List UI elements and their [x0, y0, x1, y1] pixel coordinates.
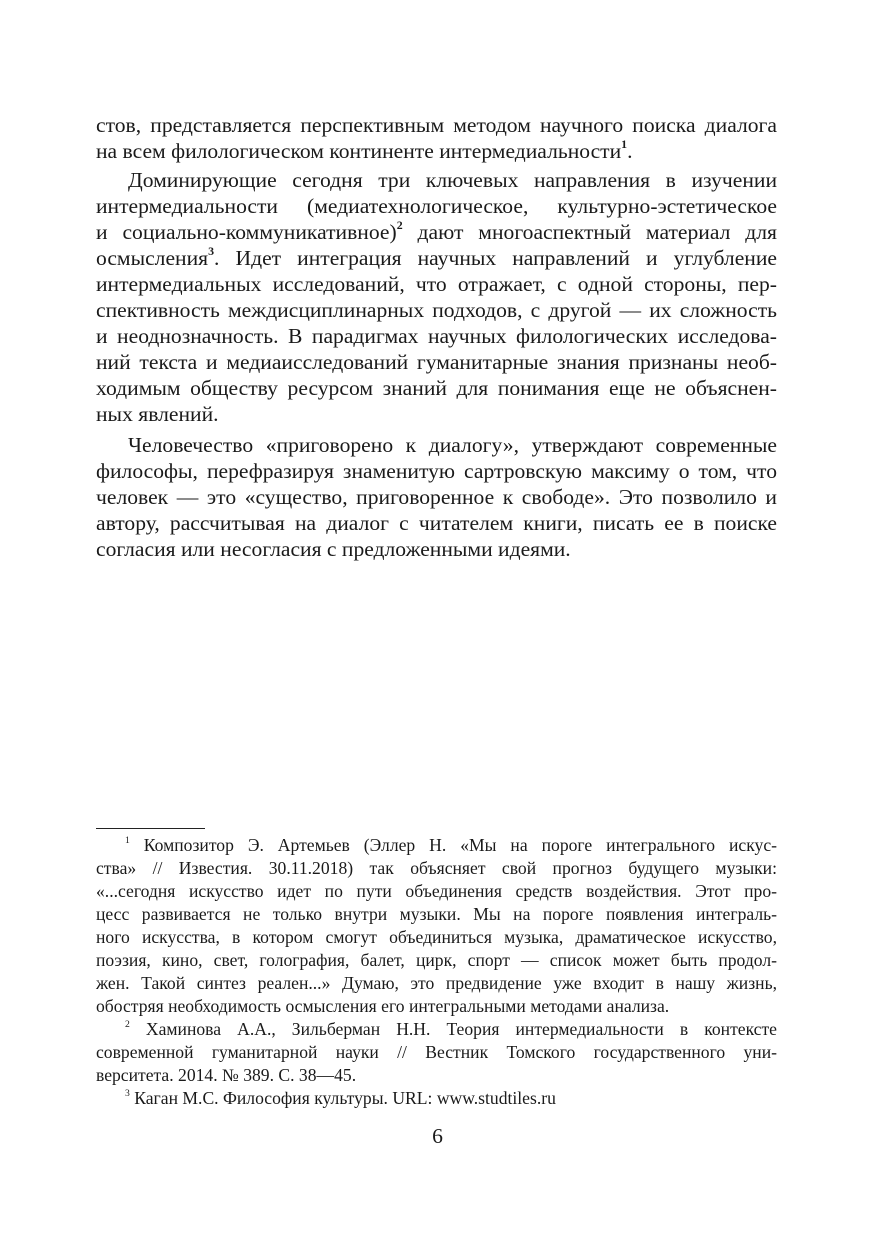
text-line: спективность междисциплинарных подходов, с другой — их сложность [96, 298, 777, 322]
text-span: Хаминова А.А., Зильберман Н.Н. Теория интермедиальности в контексте [145, 1019, 777, 1039]
footnote-line [125, 834, 777, 856]
text-line [96, 245, 777, 271]
footnote-line: «...сегодня искусство идет по пути объединения средств воздействия. Этот про- [96, 881, 777, 901]
text-line: Доминирующие сегодня три ключевых направления в изучении [128, 168, 777, 192]
text-span: осмысления [96, 246, 209, 270]
text-span: и социально-коммуникативное) [96, 220, 397, 244]
footnote-line: цесс развивается не только внутри музыки. Мы на пороге появления интеграль- [96, 904, 777, 924]
footnote-line [125, 1018, 777, 1040]
footnote-line: ства» // Известия. 30.11.2018) так объясняет свой прогноз будущего музыки: [96, 858, 777, 878]
footnote-separator [96, 828, 205, 829]
text-line: автору, рассчитывая на диалог с читателем книги, писать ее в поиске [96, 511, 777, 535]
text-line [96, 138, 777, 164]
text-line: Человечество «приговорено к диалогу», утверждают современные [128, 433, 777, 457]
text-line: интермедиальности (медиатехнологическое, культурно-эстетическое [96, 194, 777, 218]
text-span: . [627, 139, 633, 163]
page-number: 6 [432, 1124, 443, 1148]
text-line: согласия или несогласия с предложенными идеями. [96, 537, 571, 561]
footnote-number: 3 [125, 1087, 130, 1099]
text-span: на всем филологическом континенте интермедиальности [96, 139, 622, 163]
footnote-number: 2 [125, 1018, 130, 1030]
text-span: Композитор Э. Артемьев (Эллер Н. «Мы на пороге интегрального искус- [143, 835, 777, 855]
text-line: ний текста и медиаисследований гуманитарные знания признаны необ- [96, 350, 777, 374]
footnote-line: современной гуманитарной науки // Вестник Томского государственного уни- [96, 1042, 777, 1062]
footnote-ref-1[interactable]: 1 [621, 136, 628, 151]
text-span: . Идет интеграция научных направлений и углубление [214, 246, 777, 270]
footnote-line: ного искусства, в котором смогут объединиться музыка, драматическое искусство, [96, 927, 777, 947]
text-line: философы, перефразируя знаменитую сартровскую максиму о том, что [96, 459, 777, 483]
text-line: и неоднозначность. В парадигмах научных филологических исследова- [96, 324, 777, 348]
footnote-line: жен. Такой синтез реален...» Думаю, это предвидение уже входит в нашу жизнь, [96, 973, 777, 993]
footnote-line: верситета. 2014. № 389. С. 38—45. [96, 1065, 357, 1085]
text-span: Каган М.С. Философия культуры. URL: www.studtiles.ru [134, 1088, 556, 1108]
text-line [96, 219, 777, 245]
text-line: стов, представляется перспективным методом научного поиска диалога [96, 113, 777, 137]
text-line: ных явлений. [96, 402, 219, 426]
text-span: дают многоаспектный материал для [417, 220, 777, 244]
footnote-line: поэзия, кино, свет, голография, балет, цирк, спорт — список может быть продол- [96, 950, 777, 970]
footnote-number: 1 [125, 834, 130, 846]
footnote-ref-3[interactable]: 3 [208, 243, 215, 258]
footnote-line: обостряя необходимость осмысления его интегральными методами анализа. [96, 996, 670, 1016]
text-line: интермедиальных исследований, что отражает, с одной стороны, пер- [96, 272, 777, 296]
text-line: ходимым обществу ресурсом знаний для понимания еще не объяснен- [96, 376, 777, 400]
footnote-line [125, 1087, 777, 1109]
footnote-ref-2[interactable]: 2 [396, 217, 403, 232]
text-line: человек — это «существо, приговоренное к свободе». Это позволило и [96, 485, 777, 509]
